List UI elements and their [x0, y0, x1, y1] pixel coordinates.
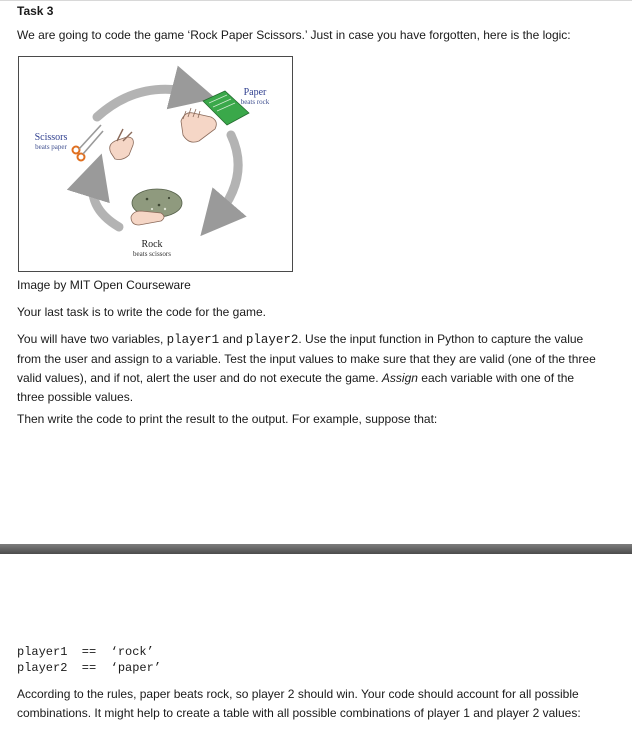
variables-text-4: each variable with one of the three possible values.	[17, 371, 575, 404]
code-line-2: player2 == ‘paper’	[17, 661, 162, 675]
rock-hand-icon	[131, 211, 164, 225]
intro-text: We are going to code the game ‘Rock Paper Scissors.’ Just in case you have forgotten, here is the logic:	[17, 28, 571, 42]
page-break-bar	[0, 544, 632, 554]
scissors-icon	[73, 125, 104, 161]
rps-cycle-illustration	[19, 57, 294, 273]
paper-sub-label: beats rock	[240, 98, 270, 106]
paper-hand-icon	[181, 91, 249, 142]
variable-player2: player2	[245, 333, 299, 347]
arrow-rock-to-scissors	[93, 175, 119, 227]
variables-text-3: . Use the input function in Python to capture the value from the user and assign to a variable. Test the input values to make sure that they are valid (one of the three valid values), and if not, alert the user and do not execute the game.	[17, 332, 596, 385]
rock-label: Rock	[141, 239, 163, 250]
arrow-paper-to-rock	[215, 135, 238, 219]
variables-paragraph	[17, 330, 597, 407]
top-divider	[0, 0, 632, 1]
code-line-1: player1 == ‘rock’	[17, 645, 154, 659]
last-task-paragraph: Your last task is to write the code for the game.	[17, 305, 267, 319]
output-paragraph: Then write the code to print the result to the output. For example, suppose that:	[17, 412, 438, 426]
rules-paragraph: According to the rules, paper beats rock, so player 2 should win. Your code should account for all possible combinations. It might help to create a table with all possible combinations of player 1 and player 2 values:	[17, 687, 581, 720]
rock-sub-label: beats scissors	[133, 250, 171, 258]
assign-emphasis: Assign	[381, 371, 418, 385]
scissors-label: Scissors	[34, 132, 68, 143]
rps-diagram	[18, 56, 293, 272]
variable-player1: player1	[166, 333, 220, 347]
code-example	[17, 644, 161, 676]
scissors-hand-icon	[110, 129, 134, 160]
variables-text-1: You will have two variables,	[17, 332, 167, 346]
variables-text-2: and	[219, 332, 246, 346]
figure-caption: Image by MIT Open Courseware	[17, 278, 191, 292]
task-title: Task 3	[17, 4, 54, 18]
arrow-scissors-to-paper	[97, 89, 194, 117]
scissors-sub-label: beats paper	[35, 143, 67, 151]
paper-label: Paper	[243, 87, 267, 98]
